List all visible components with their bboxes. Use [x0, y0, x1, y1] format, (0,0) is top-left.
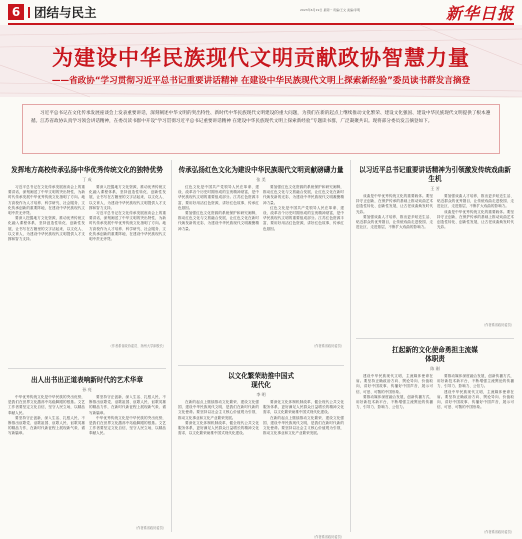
article	[178, 166, 344, 358]
article-title: 以文化繁荣助推中国式现代化	[228, 372, 294, 389]
text-column	[8, 185, 85, 343]
article-body	[178, 185, 344, 343]
paragraph: 要推动媒体深度融合发展，创新传播方式，用好新技术新平台，不断增强主流舆论的传播力、引导力、影响力、公信力。	[356, 394, 433, 410]
paragraph: 在新的起点上继续推动文化繁荣、建设文化强国、建设中华民族现代文明，是我们在新时代新的文化使命。要坚持以社会主义核心价值观为引领，推动文化事业和文化产业繁荣发展。	[263, 415, 344, 436]
column-left	[8, 160, 166, 532]
article	[8, 376, 166, 532]
article-footnote: （作者系省政协委员、扬州大学副校长）	[108, 344, 166, 348]
article-footnote: （作者系省政协委员）	[482, 323, 514, 327]
article	[178, 372, 344, 539]
paragraph: 建设中华民族现代文明，主流媒体使命在肩。要坚持正确政治方向、舆论导向、价值取向，讲好中国故事、传播好中国声音，展示可信、可爱、可敬的中国形象。	[437, 389, 514, 410]
sub-headline: ——省政协“学习贯彻习近平总书记重要讲话精神 在建设中华民族现代文明上探索新经验”委员读书群发言摘登	[51, 76, 471, 86]
article-body	[178, 400, 344, 534]
column-middle	[178, 160, 344, 539]
editor-credit: 责编/王文 美编/李明	[333, 8, 360, 12]
article	[356, 346, 514, 532]
article-body	[356, 194, 514, 322]
article-body	[356, 374, 514, 529]
paragraph: 习近平总书记在文化传承发展座谈会上的重要讲话，深刻阐述了中华文明的突出特性，为新时代传承发展中华优秀传统文化指明了方向。地方高校作为人才培养、科学研究、社会服务、文化传承创新的重要阵地，在建设中华民族现代文明中责无旁贷。	[8, 185, 85, 216]
newspaper-logo: 新华日报	[445, 4, 514, 23]
text-column	[356, 194, 433, 322]
article-title: 传承弘扬红色文化为建设中华民族现代文明贡献磅礴力量	[178, 166, 344, 174]
paragraph: 要坚持守正创新，深入生活、扎根人民，不断推出讴歌党、讴歌祖国、讴歌人民、讴歌英雄的精品力作，在新时代新征程上展现新气象、谱写新篇章。	[8, 415, 85, 436]
article-divider	[356, 338, 514, 339]
article-author: 陈 刚	[430, 366, 440, 371]
intro-text: 习近平总书记在文化传承发展座谈会上发表重要讲话，深刻阐述中华文明的突出特性、新时代中华民族现代文明建设的重大问题，为我们在新的起点上继续推动文化繁荣、建设文化强国、建设中华民族现代文明提供了根本遵循。江苏省政协认真学习领会讲话精神，在委员读书群中开设“学习贯彻习近平总书记重要讲话精神 在建设中华民族现代文明上探索新经验”专题读书群，广泛凝聚共识。现将部分委员发言摘登如下。	[31, 111, 491, 124]
article-footnote: （作者系省政协委员）	[312, 344, 344, 348]
text-column	[8, 395, 85, 525]
text-column	[263, 400, 344, 534]
text-column	[89, 395, 166, 525]
article	[356, 166, 514, 326]
article	[8, 166, 166, 358]
article-title: 以习近平总书记重要讲话精神为引领激发传统戏曲新生机	[359, 166, 511, 183]
article-footnote: （作者系省政协委员）	[134, 526, 166, 530]
paragraph: 要加强戏曲人才培养，推出更多贴近生活、贴近群众的优秀剧目，让传统戏曲走进校园、走进社区、走进基层，不断扩大戏曲的影响力。	[356, 214, 433, 230]
paragraph: 红色文化是中国共产党领导人民在革命、建设、改革各个历史时期形成的宝贵精神财富，是中华民族现代文明的重要组成部分。江苏红色资源丰富，要用好用活红色资源，讲好红色故事，传承红色基因。	[178, 185, 259, 210]
article-body	[8, 185, 166, 343]
paragraph: 要坚持守正创新，深入生活、扎根人民，不断推出讴歌党、讴歌祖国、讴歌人民、讴歌英雄的精品力作，在新时代新征程上展现新气象、谱写新篇章。	[89, 395, 166, 415]
paragraph: 中华优秀传统文化是中华民族的突出优势，是我们在世界文化激荡中站稳脚跟的根基。文艺工作者要坚定文化自信，坚守人民立场，以精品奉献人民。	[8, 395, 85, 415]
article-body	[8, 395, 166, 525]
paragraph: 要推动媒体深度融合发展，创新传播方式，用好新技术新平台，不断增强主流舆论的传播力、引导力、影响力、公信力。	[437, 374, 514, 389]
paragraph: 要深入挖掘地方文化资源，推动优秀传统文化融入课程体系，坚持创造性转化、创新性发展，让书写在古籍里的文字活起来，以文化人、以文育人，为建设中华民族现代文明提供人才支撑和智力支持。	[89, 185, 166, 210]
banner	[0, 25, 522, 97]
text-column	[178, 185, 259, 343]
section-label: 团结与民主	[34, 5, 97, 20]
article-author: 张 美	[256, 177, 266, 182]
paragraph: 要深入挖掘地方文化资源，推动优秀传统文化融入课程体系，坚持创造性转化、创新性发展，让书写在古籍里的文字活起来，以文化人、以文育人，为建设中华民族现代文明提供人才支撑和智力支持。	[8, 216, 85, 242]
paragraph: 要深化文化体制机制改革，健全现代公共文化服务体系，更好满足人民群众日益增长的精神文化需求，以文化繁荣助推中国式现代化建设。	[263, 400, 344, 415]
article-author: 丁 成	[82, 177, 92, 182]
section-marker	[28, 7, 30, 18]
article-author: 李 明	[256, 392, 266, 397]
article-title: 发挥地方高校传承弘扬中华优秀传统文化的独特优势	[11, 166, 163, 174]
article-title: 出人出书出正道表响新时代的艺术华章	[30, 376, 144, 384]
article-footnote: （作者系省政协委员）	[482, 530, 514, 534]
column-right	[356, 160, 514, 532]
intro-box	[22, 104, 500, 154]
article-author: 孙 亮	[82, 387, 92, 392]
paragraph: 建设中华民族现代文明，主流媒体使命在肩。要坚持正确政治方向、舆论导向、价值取向，讲好中国故事、传播好中国声音，展示可信、可爱、可敬的中国形象。	[356, 374, 433, 394]
paragraph: 在新的起点上继续推动文化繁荣、建设文化强国、建设中华民族现代文明，是我们在新时代新的文化使命。要坚持以社会主义核心价值观为引领，推动文化事业和文化产业繁荣发展。	[178, 400, 259, 420]
masthead	[0, 0, 522, 24]
text-column	[263, 185, 344, 343]
paragraph: 戏曲是中华优秀传统文化的重要载体。要坚持守正创新，在保护传承的基础上推动戏曲艺术创造性转化、创新性发展，让古老戏曲焕发时代光彩。	[437, 209, 514, 230]
text-column	[178, 400, 259, 534]
paragraph: 中华优秀传统文化是中华民族的突出优势，是我们在世界文化激荡中站稳脚跟的根基。文艺工作者要坚定文化自信，坚守人民立场，以精品奉献人民。	[89, 415, 166, 436]
paragraph: 习近平总书记在文化传承发展座谈会上的重要讲话，深刻阐述了中华文明的突出特性，为新时代传承发展中华优秀传统文化指明了方向。地方高校作为人才培养、科学研究、社会服务、文化传承创新的重要阵地，在建设中华民族现代文明中责无旁贷。	[89, 211, 166, 242]
main-headline: 为建设中华民族现代文明贡献政协智慧力量	[52, 46, 470, 70]
text-column	[437, 374, 514, 529]
article-footnote: （作者系省政协委员）	[312, 535, 344, 539]
article-divider	[8, 368, 166, 369]
page-number: 6	[8, 4, 24, 20]
section-name	[28, 3, 97, 21]
column-divider	[350, 160, 351, 532]
text-column	[437, 194, 514, 322]
paragraph: 要加强戏曲人才培养，推出更多贴近生活、贴近群众的优秀剧目，让传统戏曲走进校园、走进社区、走进基层，不断扩大戏曲的影响力。	[437, 194, 514, 209]
article-divider	[178, 365, 344, 366]
column-divider	[171, 160, 172, 532]
text-column	[89, 185, 166, 343]
paragraph: 要加强红色文化资源的系统保护和研究阐释，推动红色文化与文旅融合发展，让红色文化在新时代焕发新的光彩，为建设中华民族现代文明凝聚精神力量。	[263, 185, 344, 205]
article-author: 王 芳	[430, 186, 440, 191]
paragraph: 戏曲是中华优秀传统文化的重要载体。要坚持守正创新，在保护传承的基础上推动戏曲艺术创造性转化、创新性发展，让古老戏曲焕发时代光彩。	[356, 194, 433, 214]
paragraph: 红色文化是中国共产党领导人民在革命、建设、改革各个历史时期形成的宝贵精神财富，是中华民族现代文明的重要组成部分。江苏红色资源丰富，要用好用活红色资源，讲好红色故事，传承红色基因。	[263, 205, 344, 231]
paragraph: 要深化文化体制机制改革，健全现代公共文化服务体系，更好满足人民群众日益增长的精神文化需求，以文化繁荣助推中国式现代化建设。	[178, 420, 259, 436]
text-column	[356, 374, 433, 529]
article-title: 扛起新的文化使命勇担主流媒体职责	[392, 346, 478, 363]
issue-date: 2023年6月19日 星期一	[300, 8, 333, 12]
paragraph: 要加强红色文化资源的系统保护和研究阐释，推动红色文化与文旅融合发展，让红色文化在新时代焕发新的光彩，为建设中华民族现代文明凝聚精神力量。	[178, 211, 259, 231]
